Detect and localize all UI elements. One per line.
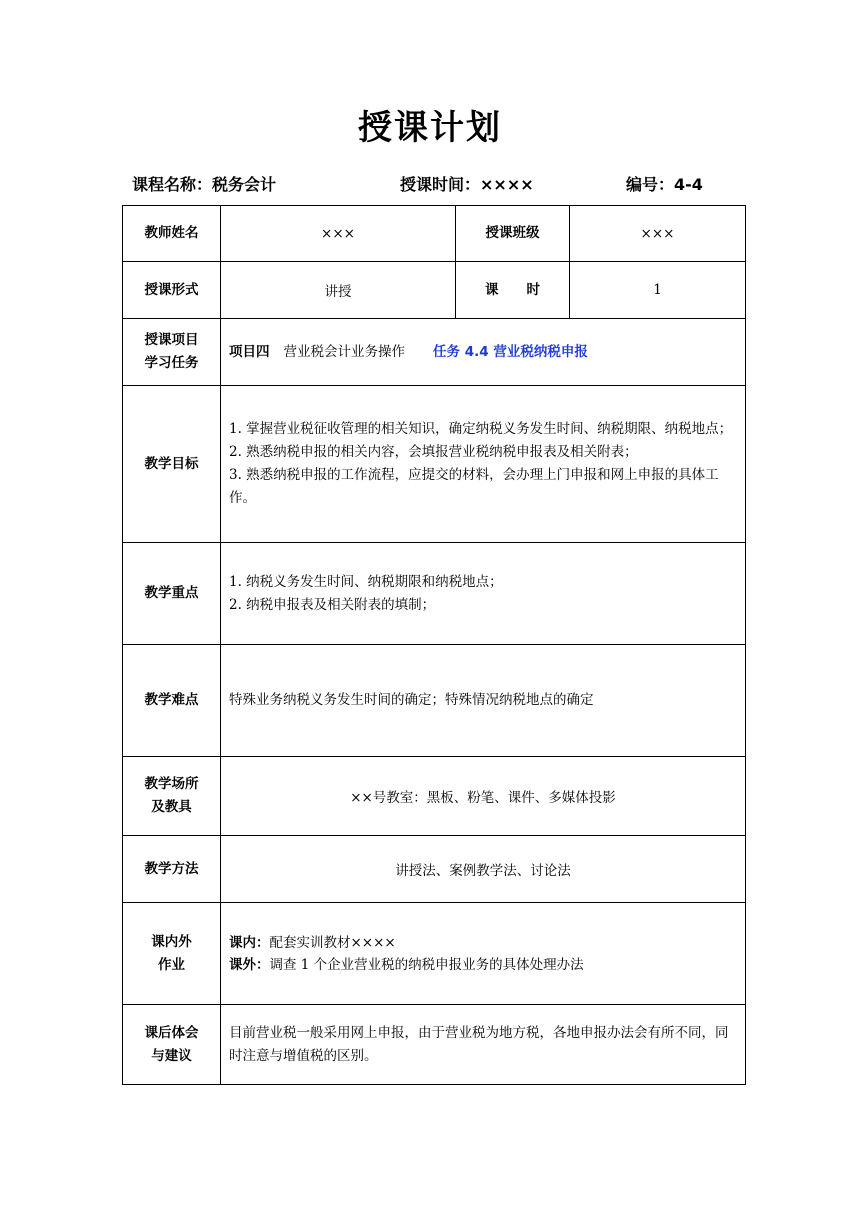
form-value: 讲授 xyxy=(221,262,456,319)
objective-item: 2. 熟悉纳税申报的相关内容，会填报营业税纳税申报表及相关附表； xyxy=(229,444,638,460)
table-row xyxy=(123,757,746,836)
venue-label-line2: 及教具 xyxy=(151,799,192,815)
reflection-value: 目前营业税一般采用网上申报，由于营业税为地方税，各地申报办法会有所不同，同时注意与增值税的区别。 xyxy=(221,1005,746,1085)
homework-out-value: 调查 1 个企业营业税的纳税申报业务的具体处理办法 xyxy=(269,956,584,973)
homework-label-line1: 课内外 xyxy=(151,933,192,950)
venue-value: ××号教室：黑板、粉笔、课件、多媒体投影 xyxy=(221,757,746,836)
table-row xyxy=(123,903,746,1005)
difficulties-value: 特殊业务纳税义务发生时间的确定；特殊情况纳税地点的确定 xyxy=(221,645,746,757)
methods-label: 教学方法 xyxy=(123,836,221,903)
hours-value: 1 xyxy=(570,262,746,319)
table-row xyxy=(123,543,746,645)
course-name xyxy=(132,172,276,195)
venue-label xyxy=(123,757,221,836)
table-row xyxy=(123,836,746,903)
project-label-line1: 授课项目 xyxy=(144,332,199,348)
homework-out-label: 课外： xyxy=(229,956,270,973)
form-label: 授课形式 xyxy=(123,262,221,319)
plan-code xyxy=(626,172,703,195)
project-name: 项目四 xyxy=(229,343,270,360)
table-row xyxy=(123,386,746,543)
task-title: 任务 4.4 营业税纳税申报 xyxy=(433,343,588,360)
objectives-label: 教学目标 xyxy=(123,386,221,543)
table-row xyxy=(123,262,746,319)
table-row xyxy=(123,206,746,262)
methods-value: 讲授法、案例教学法、讨论法 xyxy=(221,836,746,903)
homework-label xyxy=(123,903,221,1005)
time-value: ×××× xyxy=(480,175,534,194)
course-label: 课程名称： xyxy=(132,175,213,194)
objective-item: 1. 掌握营业税征收管理的相关知识，确定纳税义务发生时间、纳税期限、纳税地点； xyxy=(229,421,733,437)
key-points-cell xyxy=(221,543,746,645)
project-label xyxy=(123,319,221,386)
hours-label-part2: 时 xyxy=(526,281,540,298)
difficulties-label: 教学难点 xyxy=(123,645,221,757)
hours-label-part1: 课 xyxy=(485,281,499,298)
homework-in-label: 课内： xyxy=(229,934,270,951)
hours-label xyxy=(456,262,570,319)
time-label: 授课时间： xyxy=(400,175,481,194)
project-desc: 营业税会计业务操作 xyxy=(283,343,405,360)
code-value: 4-4 xyxy=(674,175,703,194)
objective-item: 3. 熟悉纳税申报的工作流程，应提交的材料，会办理上门申报和网上申报的具体工作。 xyxy=(229,467,719,506)
project-label-line2: 学习任务 xyxy=(144,355,199,371)
lesson-plan-table xyxy=(122,205,746,1085)
table-row xyxy=(123,1005,746,1085)
project-task-cell xyxy=(221,319,746,386)
venue-label-line1: 教学场所 xyxy=(144,776,199,792)
reflection-label xyxy=(123,1005,221,1085)
class-label: 授课班级 xyxy=(456,206,570,262)
teacher-label: 教师姓名 xyxy=(123,206,221,262)
homework-cell xyxy=(221,903,746,1005)
table-row xyxy=(123,645,746,757)
reflection-label-line1: 课后体会 xyxy=(144,1024,199,1041)
teacher-value: ××× xyxy=(221,206,456,262)
reflection-label-line2: 与建议 xyxy=(151,1047,192,1064)
code-label: 编号： xyxy=(626,175,675,194)
table-row xyxy=(123,319,746,386)
page-title: 授课计划 xyxy=(358,108,502,148)
lesson-time xyxy=(400,172,534,195)
homework-out xyxy=(229,954,738,976)
key-points-label: 教学重点 xyxy=(123,543,221,645)
homework-in-value: 配套实训教材×××× xyxy=(269,934,396,951)
class-value: ××× xyxy=(570,206,746,262)
course-value: 税务会计 xyxy=(212,175,277,194)
objectives-cell xyxy=(221,386,746,543)
key-point-item: 1. 纳税义务发生时间、纳税期限和纳税地点； xyxy=(229,573,503,590)
key-point-item: 2. 纳税申报表及相关附表的填制； xyxy=(229,596,436,613)
homework-in xyxy=(229,932,738,954)
homework-label-line2: 作业 xyxy=(158,956,185,973)
